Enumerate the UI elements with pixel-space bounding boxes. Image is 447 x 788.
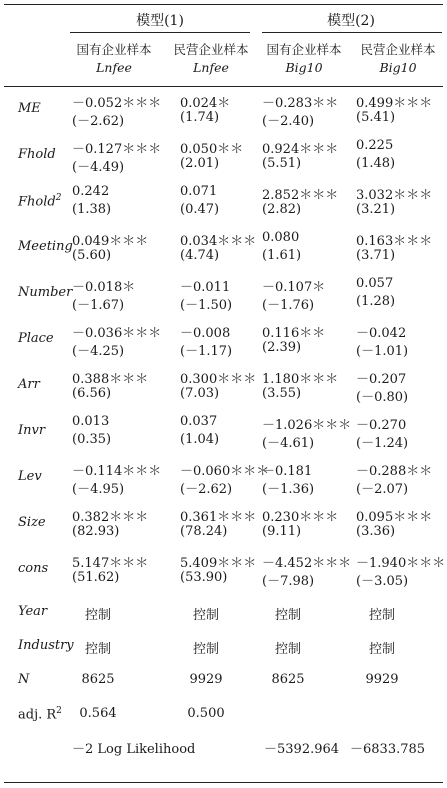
t-stat-cell: (1.48) (356, 156, 396, 171)
t-stat-cell: (－0.80) (356, 390, 409, 405)
row-label: Number (18, 285, 73, 300)
r2-cell: 0.500 (187, 706, 225, 721)
t-stat-cell: (1.28) (356, 294, 396, 309)
t-stat-cell: (0.47) (180, 202, 220, 217)
t-stat-cell: (－1.50) (180, 298, 233, 313)
group1-header: 模型(1) (136, 13, 184, 29)
coef-cell: －0.207 (356, 372, 407, 387)
n-label: N (18, 672, 30, 687)
t-stat-cell: (78.24) (180, 524, 228, 539)
control-label: Year (18, 604, 48, 619)
t-stat-cell: (－4.95) (72, 482, 125, 497)
coef-cell: 3.032＊＊＊ (356, 188, 433, 203)
t-stat-cell: (1.61) (262, 248, 302, 263)
coef-cell: －0.283＊＊ (262, 96, 339, 111)
group2-underline (262, 32, 442, 33)
t-stat-cell: (－2.62) (180, 482, 233, 497)
control-cell: 控制 (368, 642, 395, 657)
coef-cell: 0.499＊＊＊ (356, 96, 433, 111)
n-cell: 9929 (365, 672, 399, 687)
t-stat-cell: (7.03) (180, 386, 220, 401)
group1-underline (70, 32, 250, 33)
loglik-cell: －6833.785 (350, 742, 426, 757)
t-stat-cell: (－2.40) (262, 114, 315, 129)
control-cell: 控制 (368, 608, 395, 623)
t-stat-cell: (5.41) (356, 110, 396, 125)
loglik-cell: －5392.964 (264, 742, 340, 757)
row-label: Size (18, 515, 46, 530)
t-stat-cell: (－1.01) (356, 344, 409, 359)
sample-header-4: 民营企业样本 (360, 42, 436, 57)
coef-cell: －0.036＊＊＊ (72, 326, 162, 341)
coef-cell: －0.270 (356, 418, 407, 433)
t-stat-cell: (1.74) (180, 110, 220, 125)
control-cell: 控制 (84, 608, 111, 623)
coef-cell: 0.382＊＊＊ (72, 510, 149, 525)
t-stat-cell: (3.55) (262, 386, 302, 401)
coef-cell: 0.242 (72, 184, 110, 199)
coef-cell: －0.114＊＊＊ (72, 464, 162, 479)
t-stat-cell: (1.04) (180, 432, 220, 447)
coef-cell: 0.080 (262, 230, 300, 245)
t-stat-cell: (3.36) (356, 524, 396, 539)
adj-r2-label: adj. $R^2$ (18, 706, 62, 723)
top-rule (4, 4, 443, 5)
row-label: Place (18, 331, 54, 346)
sample-header-1: 国有企业样本 (76, 42, 152, 57)
t-stat-cell: (－1.17) (180, 344, 233, 359)
coef-cell: －0.181 (262, 464, 313, 479)
t-stat-cell: (5.51) (262, 156, 302, 171)
loglik-label: －2 Log Likelihood (72, 742, 196, 757)
coef-cell: －0.018＊ (72, 280, 136, 295)
t-stat-cell: (3.71) (356, 248, 396, 263)
row-label: Lev (18, 469, 42, 484)
superscript: 2 (56, 706, 62, 716)
t-stat-cell: (－4.25) (72, 344, 125, 359)
n-cell: 8625 (81, 672, 115, 687)
coef-cell: 2.852＊＊＊ (262, 188, 339, 203)
coef-cell: －0.127＊＊＊ (72, 142, 162, 157)
row-label: ME (18, 101, 41, 116)
t-stat-cell: (1.38) (72, 202, 112, 217)
row-label: Invr (18, 423, 46, 438)
coef-cell: 0.163＊＊＊ (356, 234, 433, 249)
row-label: cons (18, 561, 49, 576)
control-cell: 控制 (84, 642, 111, 657)
coef-cell: －1.026＊＊＊ (262, 418, 352, 433)
t-stat-cell: (5.60) (72, 248, 112, 263)
coef-cell: －0.011 (180, 280, 231, 295)
header-rule (4, 86, 443, 87)
coef-cell: 0.230＊＊＊ (262, 510, 339, 525)
r2-cell: 0.564 (79, 706, 117, 721)
row-label: Fhold$^2$ (18, 193, 62, 210)
t-stat-cell: (－4.49) (72, 160, 125, 175)
superscript: 2 (55, 193, 62, 203)
coef-cell: －0.008 (180, 326, 231, 341)
bottom-rule (4, 782, 443, 783)
control-cell: 控制 (274, 608, 301, 623)
t-stat-cell: (－1.76) (262, 298, 315, 313)
coef-cell: 0.095＊＊＊ (356, 510, 433, 525)
coef-cell: 0.034＊＊＊ (180, 234, 257, 249)
coef-cell: －4.452＊＊＊ (262, 556, 352, 571)
coef-cell: 0.361＊＊＊ (180, 510, 257, 525)
coef-cell: 0.049＊＊＊ (72, 234, 149, 249)
t-stat-cell: (－2.07) (356, 482, 409, 497)
control-cell: 控制 (192, 608, 219, 623)
coef-cell: 0.388＊＊＊ (72, 372, 149, 387)
t-stat-cell: (2.82) (262, 202, 302, 217)
t-stat-cell: (0.35) (72, 432, 112, 447)
coef-cell: －0.052＊＊＊ (72, 96, 162, 111)
t-stat-cell: (6.56) (72, 386, 112, 401)
t-stat-cell: (9.11) (262, 524, 302, 539)
dep-var-1: Lnfee (96, 60, 132, 75)
coef-cell: 0.300＊＊＊ (180, 372, 257, 387)
coef-cell: －0.107＊ (262, 280, 326, 295)
coef-cell: 0.924＊＊＊ (262, 142, 339, 157)
t-stat-cell: (53.90) (180, 570, 228, 585)
t-stat-cell: (82.93) (72, 524, 120, 539)
t-stat-cell: (－4.61) (262, 436, 315, 451)
coef-cell: 5.147＊＊＊ (72, 556, 149, 571)
t-stat-cell: (－2.62) (72, 114, 125, 129)
coef-cell: －0.042 (356, 326, 407, 341)
coef-cell: －1.940＊＊＊ (356, 556, 446, 571)
t-stat-cell: (－1.24) (356, 436, 409, 451)
n-cell: 8625 (271, 672, 305, 687)
dep-var-2: Lnfee (193, 60, 229, 75)
coef-cell: 0.024＊ (180, 96, 231, 111)
t-stat-cell: (－3.05) (356, 574, 409, 589)
group2-header: 模型(2) (327, 13, 375, 29)
row-label: Fhold (18, 147, 56, 162)
row-label: Meeting (18, 239, 73, 254)
t-stat-cell: (2.01) (180, 156, 220, 171)
sample-header-2: 民营企业样本 (173, 42, 249, 57)
coef-cell: 0.116＊＊ (262, 326, 326, 341)
t-stat-cell: (4.74) (180, 248, 220, 263)
coef-cell: －0.060＊＊＊ (180, 464, 270, 479)
coef-cell: 0.057 (356, 276, 394, 291)
coef-cell: 0.013 (72, 414, 110, 429)
t-stat-cell: (3.21) (356, 202, 396, 217)
coef-cell: 0.037 (180, 414, 218, 429)
t-stat-cell: (－1.67) (72, 298, 125, 313)
row-label: Arr (18, 377, 40, 392)
dep-var-3: Big10 (285, 60, 323, 75)
n-cell: 9929 (189, 672, 223, 687)
sample-header-3: 国有企业样本 (266, 42, 342, 57)
t-stat-cell: (－7.98) (262, 574, 315, 589)
coef-cell: －0.288＊＊ (356, 464, 433, 479)
t-stat-cell: (51.62) (72, 570, 120, 585)
coef-cell: 0.071 (180, 184, 218, 199)
coef-cell: 0.050＊＊ (180, 142, 244, 157)
dep-var-4: Big10 (379, 60, 417, 75)
t-stat-cell: (2.39) (262, 340, 302, 355)
control-label: Industry (18, 638, 74, 653)
coef-cell: 1.180＊＊＊ (262, 372, 339, 387)
coef-cell: 5.409＊＊＊ (180, 556, 257, 571)
control-cell: 控制 (274, 642, 301, 657)
control-cell: 控制 (192, 642, 219, 657)
t-stat-cell: (－1.36) (262, 482, 315, 497)
coef-cell: 0.225 (356, 138, 394, 153)
